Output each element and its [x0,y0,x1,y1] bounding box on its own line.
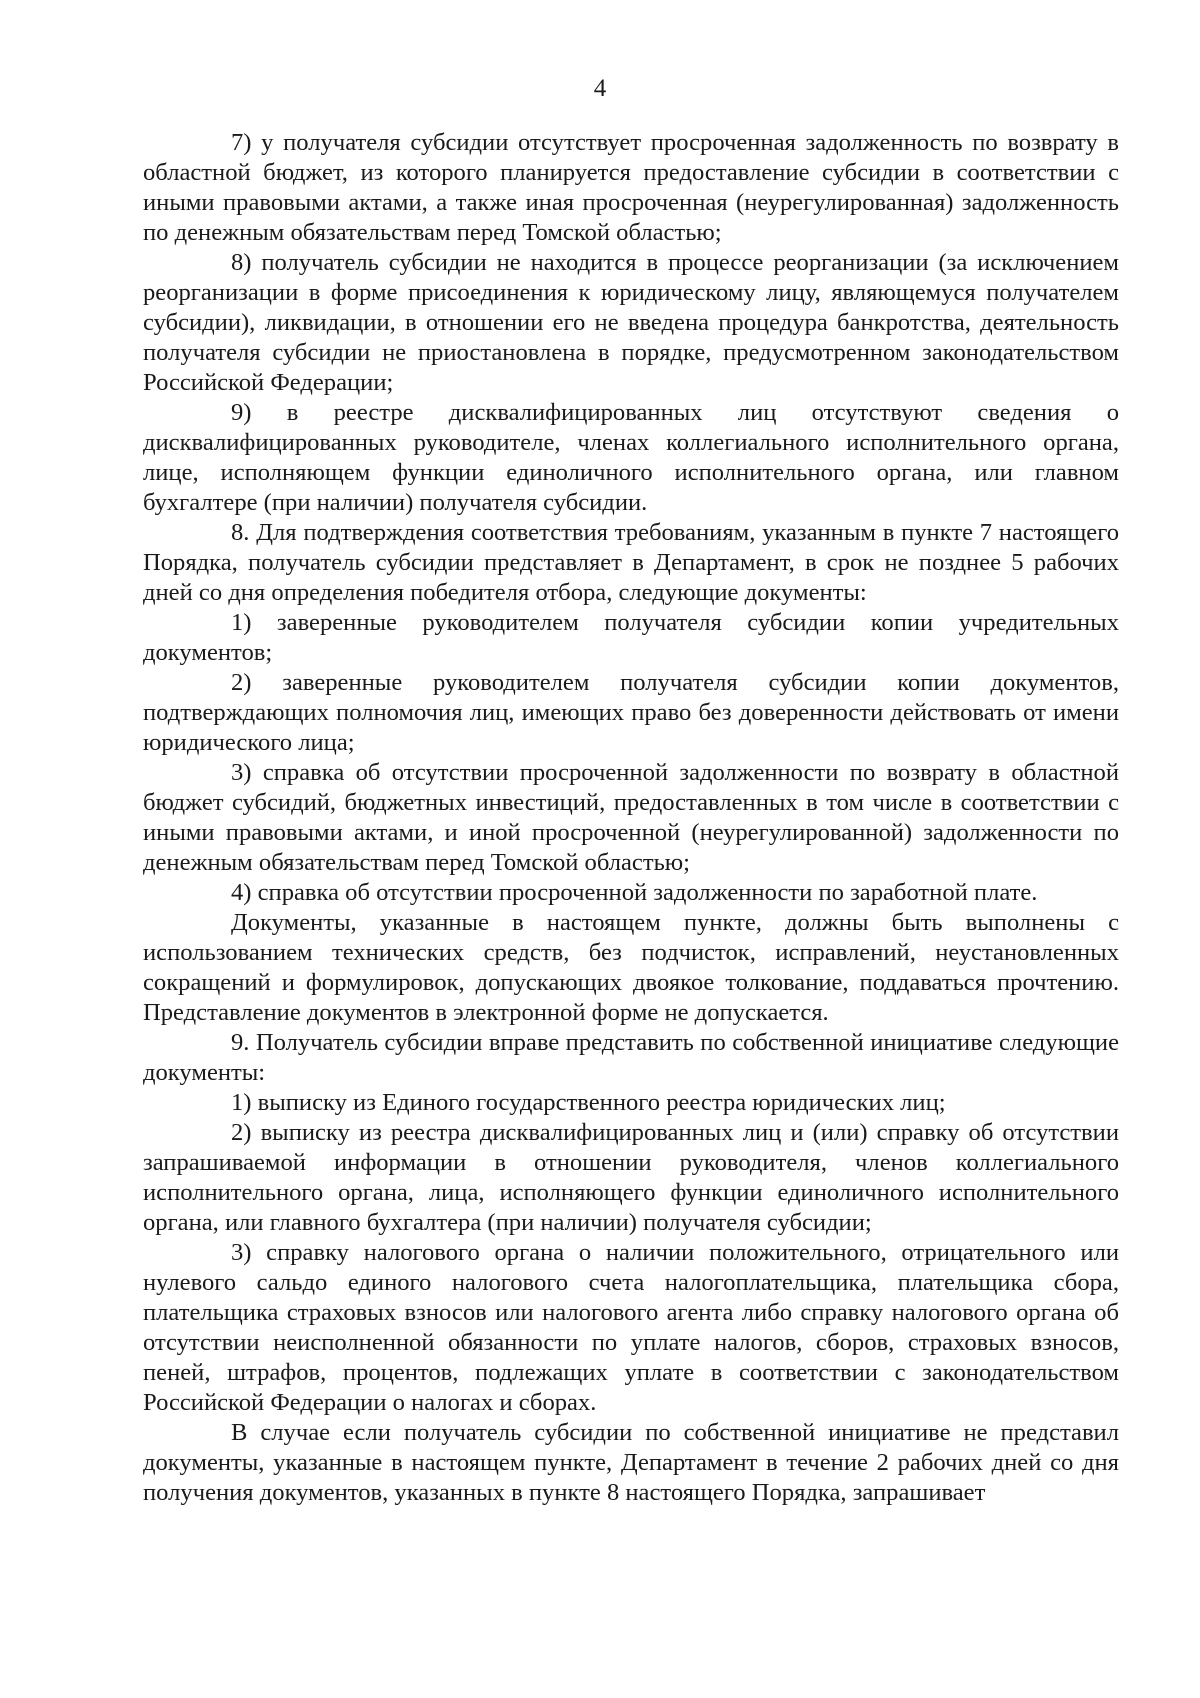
paragraph-doc-1: 1) заверенные руководителем получателя субсидии копии учредительных документов; [143,609,1119,666]
paragraph-doc-4: 4) справка об отсутствии просроченной задолженности по заработной плате. [231,879,1038,906]
paragraph-item-8: 8) получатель субсидии не находится в процессе реорганизации (за исключением реорганизации в форме присоединения к юридическому лицу, являющемуся получателем субсидии), ликвидации, в отношении его не введена процедура банкротства, деятельность получателя субсидии не приостановлена в порядке, предусмотренном законодательством Российской Федерации; [143,249,1119,396]
paragraph-request: В случае если получатель субсидии по собственной инициативе не представил документы, указанные в настоящем пункте, Департамент в течение 2 рабочих дней со дня получения документов, указанных в пункте 8 настоящего Порядка, запрашивает [143,1419,1119,1506]
paragraph-optional-2: 2) выписку из реестра дисквалифицированных лиц и (или) справку об отсутствии запрашиваемой информации в отношении руководителя, членов коллегиального исполнительного органа, лица, исполняющего функции единоличного исполнительного органа, или главного бухгалтера (при наличии) получателя субсидии; [143,1119,1119,1236]
paragraph-requirements: Документы, указанные в настоящем пункте, должны быть выполнены с использованием технических средств, без подчисток, исправлений, неустановленных сокращений и формулировок, допускающих двоякое толкование, поддаваться прочтению. Представление документов в электронной форме не допускается. [143,909,1119,1026]
paragraph-doc-2: 2) заверенные руководителем получателя субсидии копии документов, подтверждающих полномочия лиц, имеющих право без доверенности действовать от имени юридического лица; [143,669,1119,756]
paragraph-optional-3: 3) справку налогового органа о наличии положительного, отрицательного или нулевого сальдо единого налогового счета налогоплательщика, плательщика сбора, плательщика страховых взносов или налогового агента либо справку налогового органа об отсутствии неисполненной обязанности по уплате налогов, сборов, страховых взносов, пеней, штрафов, процентов, подлежащих уплате в соответствии с законодательством Российской Федерации о налогах и сборах. [143,1239,1119,1416]
paragraph-section-9: 9. Получатель субсидии вправе представить по собственной инициативе следующие документы: [143,1029,1119,1086]
paragraph-item-7: 7) у получателя субсидии отсутствует просроченная задолженность по возврату в областной бюджет, из которого планируется предоставление субсидии в соответствии с иными правовыми актами, а также иная просроченная (неурегулированная) задолженность по денежным обязательствам перед Томской областью; [143,129,1119,246]
paragraph-optional-1: 1) выписку из Единого государственного реестра юридических лиц; [231,1089,946,1116]
document-body [143,128,1119,1508]
paragraph-item-9: 9) в реестре дисквалифицированных лиц отсутствуют сведения о дисквалифицированных руководителе, членах коллегиального исполнительного органа, лице, исполняющем функции единоличного исполнительного органа, или главном бухгалтере (при наличии) получателя субсидии. [143,399,1119,516]
paragraph-section-8: 8. Для подтверждения соответствия требованиям, указанным в пункте 7 настоящего Порядка, получатель субсидии представляет в Департамент, в срок не позднее 5 рабочих дней со дня определения победителя отбора, следующие документы: [143,519,1119,606]
paragraph-doc-3: 3) справка об отсутствии просроченной задолженности по возврату в областной бюджет субсидий, бюджетных инвестиций, предоставленных в том числе в соответствии с иными правовыми актами, и иной просроченной (неурегулированной) задолженности по денежным обязательствам перед Томской областью; [143,759,1119,876]
page-number: 4 [593,75,607,102]
